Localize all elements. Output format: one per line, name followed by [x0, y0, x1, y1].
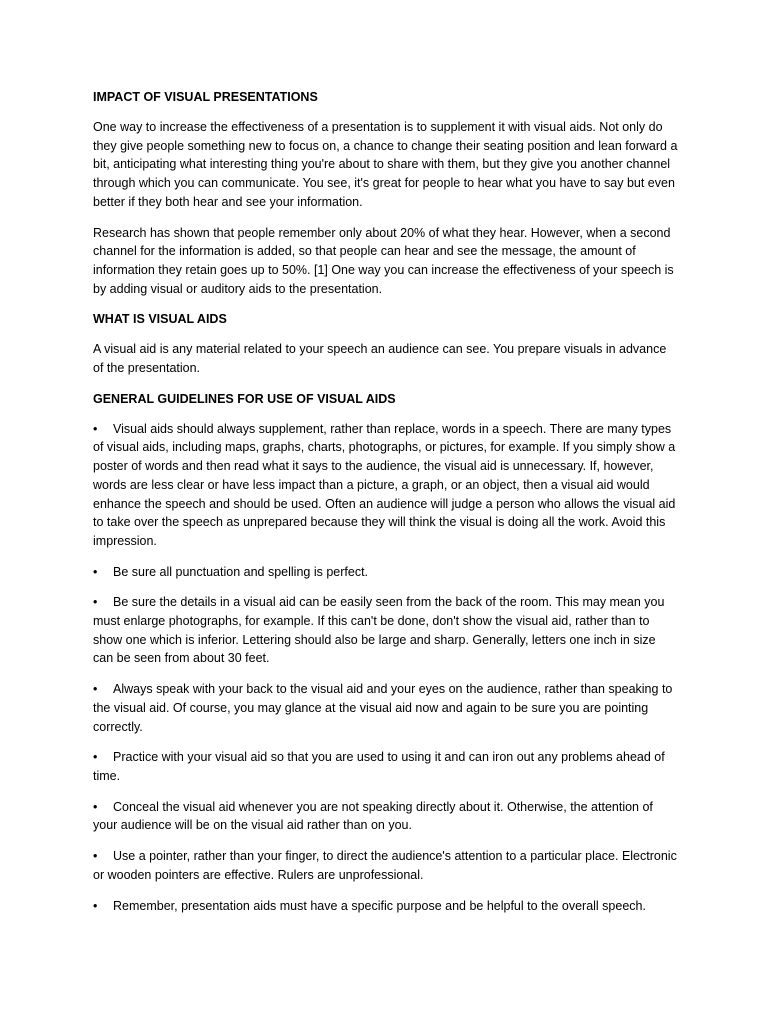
guideline-text: Practice with your visual aid so that you are used to using it and can iron out any problems ahead of time. [93, 750, 665, 783]
guideline-text: Remember, presentation aids must have a specific purpose and be helpful to the overall speech. [113, 898, 646, 913]
guideline-text: Be sure all punctuation and spelling is perfect. [113, 564, 369, 579]
intro-paragraph: Research has shown that people remember only about 20% of what they hear. However, when a second channel for the information is added, so that people can hear and see the message, the amount of information they retain goes up to 50%. [1] One way you can increase the effectiveness of your speech is by adding visual or auditory aids to the presentation. [93, 225, 674, 296]
section-heading-what-is: WHAT IS VISUAL AIDS [93, 312, 227, 327]
guideline-item [93, 680, 678, 736]
definition-paragraph: A visual aid is any material related to your speech an audience can see. You prepare visuals in advance of the presentation. [93, 342, 667, 376]
guideline-item [93, 563, 678, 582]
guideline-text: Conceal the visual aid whenever you are not speaking directly about it. Otherwise, the attention of your audience will be on the visual aid rather than on you. [93, 799, 653, 833]
guideline-item [93, 593, 678, 668]
bullet-icon: • [93, 682, 98, 697]
guideline-text: Use a pointer, rather than your finger, to direct the audience's attention to a particular place. Electronic or wooden pointers are effective. Rulers are unprofessional. [93, 849, 677, 882]
bullet-icon: • [93, 799, 98, 814]
guideline-item [93, 798, 678, 835]
guideline-item [93, 847, 678, 884]
bullet-icon: • [93, 750, 98, 765]
bullet-icon: • [93, 849, 98, 864]
guideline-text: Be sure the details in a visual aid can be easily seen from the back of the room. This may mean you must enlarge photographs, for example. If this can't be done, don't show the visual aid, rather than to show one which is inferior. Lettering should also be large and sharp. Generally, letters one inch in size can be seen from about 30 feet. [93, 595, 665, 666]
guidelines-list [93, 420, 678, 915]
document-title: IMPACT OF VISUAL PRESENTATIONS [93, 90, 318, 104]
bullet-icon: • [93, 595, 98, 610]
document-body [93, 88, 678, 927]
guideline-item [93, 897, 678, 916]
bullet-icon: • [93, 564, 98, 579]
bullet-icon: • [93, 898, 98, 913]
guideline-text: Always speak with your back to the visual aid and your eyes on the audience, rather than speaking to the visual aid. Of course, you may glance at the visual aid now and again to be sure you are pointing correctly. [93, 682, 673, 734]
guideline-item [93, 420, 678, 551]
bullet-icon: • [93, 421, 98, 436]
guideline-item [93, 748, 678, 785]
guideline-text: Visual aids should always supplement, rather than replace, words in a speech. There are many types of visual aids, including maps, graphs, charts, photographs, or pictures, for example. If you simply show a poster of words and then read what it says to the audience, the visual aid is unnecessary. If, however, words are less clear or have less impact than a picture, a graph, or an object, then a visual aid would enhance the speech and should be used. Often an audience will judge a person who allows the visual aid to take over the speech as unprepared because they will think the visual is doing all the work. Avoid this impression. [93, 421, 676, 548]
section-heading-guidelines: GENERAL GUIDELINES FOR USE OF VISUAL AIDS [93, 391, 396, 406]
intro-paragraph: One way to increase the effectiveness of a presentation is to supplement it with visual aids. Not only do they give people something new to focus on, a chance to change their seating position and lean forward a bit, anticipating what interesting thing you're about to share with them, but they give you another channel through which you can communicate. You see, it's great for people to hear what you have to say but even better if they both hear and see your information. [93, 120, 678, 209]
